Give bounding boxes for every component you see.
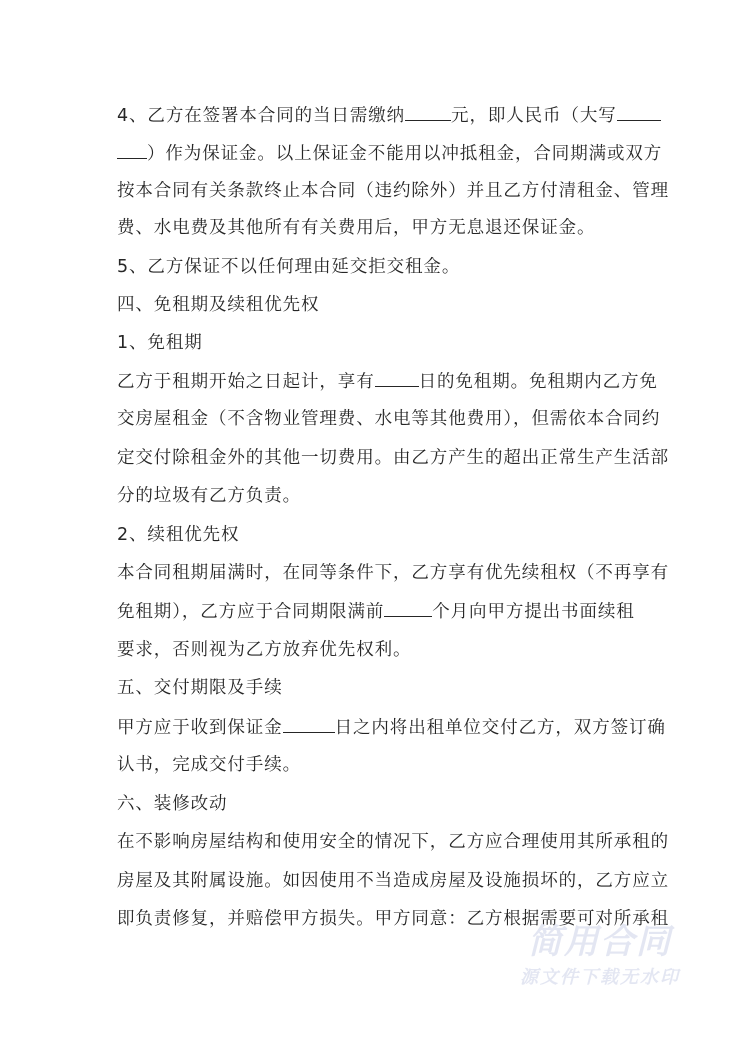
text-segment: 日之内将出租单位交付乙方，双方签订确 xyxy=(334,718,666,738)
text-segment: 即负责修复，并赔偿甲方损失。甲方同意：乙方根据需要可对所承租 xyxy=(117,909,669,929)
text-line xyxy=(117,217,595,239)
watermark-logo xyxy=(500,922,700,990)
text-line xyxy=(117,447,669,469)
text-line xyxy=(117,793,227,815)
text-segment: 乙方于租期开始之日起计，享有 xyxy=(117,372,375,392)
text-segment: 按本合同有关条款终止本合同（违约除外）并且乙方付清租金、管理 xyxy=(117,181,669,201)
text-line xyxy=(117,639,411,661)
text-segment: 定交付除租金外的其他一切费用。由乙方产生的超出正常生产生活部 xyxy=(117,448,669,468)
watermark-slogan: 源文件下载无水印 xyxy=(520,967,680,988)
watermark-brand: 简用合同 xyxy=(528,922,672,962)
fill-in-blank[interactable] xyxy=(375,370,419,387)
text-line xyxy=(117,408,660,430)
text-segment: 分的垃圾有乙方负责。 xyxy=(117,486,301,506)
text-segment: 要求，否则视为乙方放弃优先权利。 xyxy=(117,640,412,660)
text-line xyxy=(117,485,301,507)
text-line xyxy=(117,716,666,739)
text-line xyxy=(117,370,658,393)
text-segment: 5、乙方保证不以任何理由延交拒交租金。 xyxy=(117,257,461,277)
text-line xyxy=(117,562,669,584)
text-line xyxy=(117,870,669,892)
text-segment: 费、水电费及其他所有有关费用后，甲方无息退还保证金。 xyxy=(117,218,596,238)
text-segment: 房屋及其附属设施。如因使用不当造成房屋及设施损坏的，乙方应立 xyxy=(117,871,669,891)
text-segment: 在不影响房屋结构和使用安全的情况下，乙方应合理使用其所承租的 xyxy=(117,832,669,852)
fill-in-blank[interactable] xyxy=(384,600,432,617)
text-line xyxy=(117,524,239,546)
fill-in-blank[interactable] xyxy=(117,142,147,159)
text-line xyxy=(117,754,301,776)
text-line xyxy=(117,256,460,278)
text-segment: 个月向甲方提出书面续租 xyxy=(432,602,635,622)
text-segment: 1、免租期 xyxy=(117,333,203,353)
text-segment: 四、免租期及续租优先权 xyxy=(117,295,320,315)
text-segment: 甲方应于收到保证金 xyxy=(117,718,283,738)
text-segment: 五、交付期限及手续 xyxy=(117,678,283,698)
text-segment: 免租期），乙方应于合同期限满前 xyxy=(117,602,385,622)
text-segment: 2、续租优先权 xyxy=(117,525,240,545)
fill-in-blank[interactable] xyxy=(617,104,661,121)
text-segment: 认书，完成交付手续。 xyxy=(117,755,301,775)
text-segment: 交房屋租金（不含物业管理费、水电等其他费用），但需依本合同约 xyxy=(117,409,661,429)
text-line xyxy=(117,104,661,127)
text-line xyxy=(117,600,635,623)
text-segment: 本合同租期届满时，在同等条件下，乙方享有优先续租权（不再享有 xyxy=(117,563,669,583)
text-line xyxy=(117,677,283,699)
text-line xyxy=(117,180,669,202)
text-line xyxy=(117,332,203,354)
text-segment: 六、装修改动 xyxy=(117,794,228,814)
text-line xyxy=(117,142,662,165)
fill-in-blank[interactable] xyxy=(283,716,335,733)
text-segment: 4、乙方在签署本合同的当日需缴纳 xyxy=(117,106,406,126)
text-segment: 日的免租期。免租期内乙方免 xyxy=(418,372,658,392)
text-segment: ）作为保证金。以上保证金不能用以冲抵租金，合同期满或双方 xyxy=(147,144,663,164)
text-line xyxy=(117,294,319,316)
text-segment: 元，即人民币（大写 xyxy=(451,106,617,126)
text-line xyxy=(117,831,669,853)
fill-in-blank[interactable] xyxy=(405,104,451,121)
